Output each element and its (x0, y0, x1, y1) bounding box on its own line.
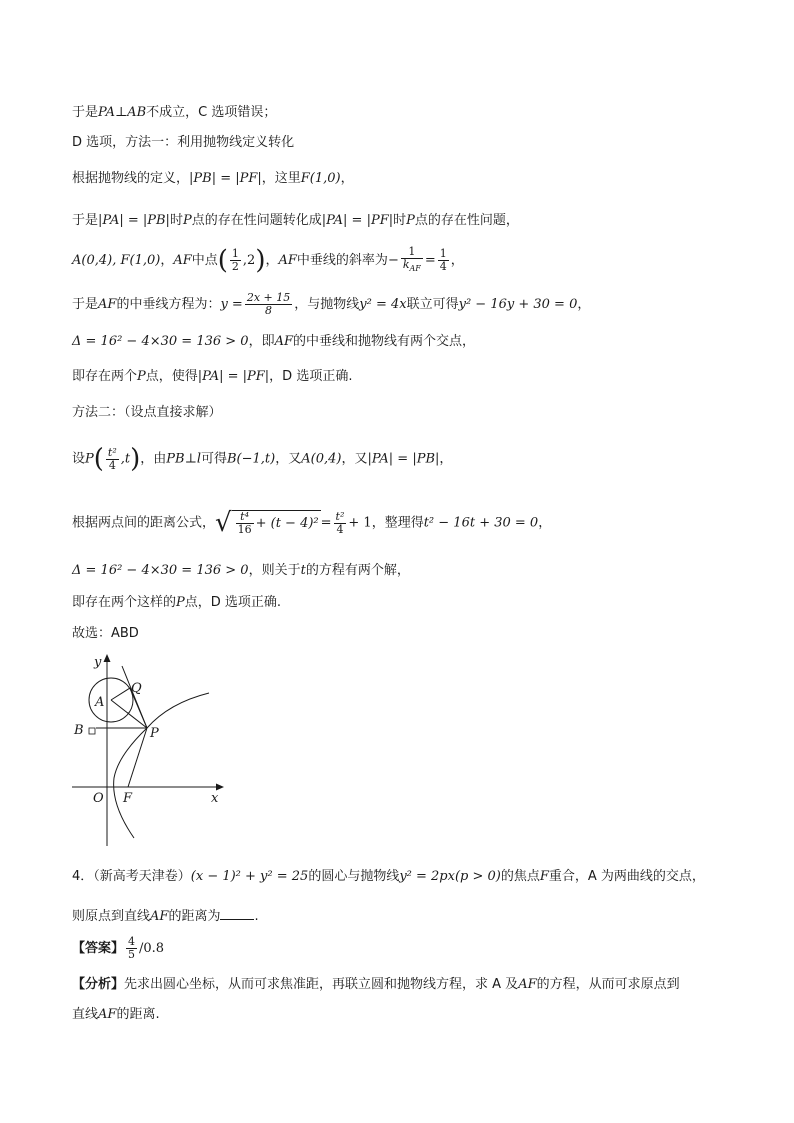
math: A(0,4), F(1,0) (72, 253, 161, 269)
text: ，则关于 (248, 563, 301, 578)
text: 根据抛物线的定义， (72, 171, 190, 186)
math: /0.8 (139, 941, 165, 956)
text: 的中垂线方程为： (116, 297, 221, 312)
text: 中点 (191, 253, 218, 269)
text: 则原点到直线 (72, 909, 151, 924)
y-axis-arrow (104, 654, 111, 662)
text-line-14 (72, 625, 139, 643)
geometry-figure (68, 650, 228, 850)
analysis-tag: 【分析】 (72, 977, 125, 992)
text: 即存在两个这样的 (72, 595, 177, 610)
text: 于是 (72, 213, 99, 228)
paren-right: ) (255, 245, 266, 276)
text: D 选项，方法一：利用抛物线定义转化 (72, 135, 295, 150)
text: ， (538, 515, 552, 531)
math: P (85, 451, 94, 467)
text: 于是 (72, 105, 99, 120)
text: 设 (72, 451, 86, 467)
right-angle-mark (89, 728, 95, 734)
text: ，D 选项正确. (269, 369, 353, 384)
text: 中垂线的斜率为 (296, 253, 388, 269)
math: t (300, 563, 306, 578)
label-p: P (150, 726, 159, 741)
segment-aq (111, 688, 130, 700)
fraction: $\frac{\text{t⁴}}{16}$ (237, 510, 252, 536)
math: AF (278, 253, 297, 269)
text-line-10 (72, 446, 452, 472)
text: 的圆心与抛物线 (308, 869, 400, 884)
text: 点，使得 (145, 369, 198, 384)
math: ,t (120, 451, 131, 467)
paren-left: ( (93, 444, 104, 474)
text: 的中垂线和抛物线有两个交点， (293, 334, 476, 349)
math: = (424, 253, 436, 269)
text: 点的存在性问题转化成 (191, 213, 322, 228)
text: 点，D 选项正确. (184, 595, 282, 610)
paren-right: ) (130, 444, 141, 474)
math: Δ = 16² − 4×30 = 136 > 0 (72, 563, 249, 578)
label-f: F (123, 791, 133, 806)
text: 不成立，C 选项错误； (146, 105, 277, 120)
math: AF (518, 977, 537, 992)
math: P (182, 213, 192, 228)
math: P (406, 213, 415, 228)
fraction: $\frac{\text{t²}}{4}$ (335, 509, 345, 536)
fraction: $\frac{\text{t²}}{4}$ (107, 445, 117, 472)
math: y = (220, 297, 243, 312)
math: P (137, 369, 146, 384)
text: 的距离为 (168, 909, 221, 924)
math: |PB| = |PF| (189, 171, 262, 186)
fraction: $\frac{1}{k_{AF}}$ (402, 245, 421, 274)
text-line-8 (72, 368, 352, 386)
text: ，整理得 (371, 515, 424, 531)
text-line-11 (72, 510, 551, 536)
answer-blank (220, 905, 254, 920)
text: 于是 (72, 297, 99, 312)
text: 时 (393, 213, 407, 228)
math: y² = 4x (359, 297, 407, 312)
label-y: y (94, 655, 102, 670)
text-line-15 (72, 868, 705, 886)
text: 故选：ABD (72, 626, 139, 641)
text: ，即 (248, 334, 275, 349)
math: A(0,4) (301, 451, 342, 467)
text: 时 (169, 213, 183, 228)
paren-left: ( (217, 245, 228, 276)
math: F (539, 869, 549, 884)
text: 联立可得 (406, 297, 459, 312)
text: ，这里 (261, 171, 301, 186)
math: F(1,0) (300, 171, 341, 186)
math: |PA| = |PF| (197, 369, 270, 384)
text: 点的存在性问题， (414, 213, 519, 228)
math: ,2 (242, 253, 256, 269)
label-b: B (74, 723, 84, 738)
text-line-5 (72, 246, 464, 275)
math: |PA| = |PB| (98, 213, 170, 228)
text-line-13 (72, 594, 281, 612)
text-line-7 (72, 333, 475, 351)
text-line-2 (72, 134, 294, 152)
fraction: $\frac{4}{5}$ (128, 935, 136, 961)
fraction: $\frac{2x + 15}{8}$ (246, 291, 291, 317)
text: ，又 (341, 451, 368, 467)
text: ， (160, 253, 174, 269)
text: 的距离. (116, 1007, 160, 1022)
math: P (176, 595, 185, 610)
math: (x − 1)² + y² = 25 (190, 869, 309, 884)
text-line-9 (72, 404, 222, 422)
math: |PA| = |PB| (367, 451, 440, 467)
math: − (387, 253, 399, 269)
label-o: O (93, 791, 104, 806)
label-q: Q (131, 681, 142, 696)
text: ， (450, 253, 464, 269)
text: . (254, 909, 259, 924)
text-line-1 (72, 104, 276, 122)
text: ，与抛物线 (294, 297, 360, 312)
math: AF (274, 334, 293, 349)
text: ，又 (275, 451, 302, 467)
text-line-17 (72, 936, 164, 961)
text: 的方程有两个解， (305, 563, 410, 578)
label-a: A (95, 695, 105, 710)
fraction: $\frac{1}{4}$ (439, 247, 447, 274)
text: 即存在两个 (72, 369, 138, 384)
text-line-3 (72, 170, 354, 188)
text-line-6 (72, 292, 590, 317)
text-line-16 (72, 905, 259, 926)
square-root: √ $\frac{\text{t⁴}}{16}$ + (t − 4)² (215, 508, 319, 538)
text: ， (577, 297, 591, 312)
answer-tag: 【答案】 (72, 941, 125, 956)
text: 根据两点间的距离公式， (72, 515, 216, 531)
math: B(−1,t) (227, 451, 276, 467)
text: 方法二：（设点直接求解） (72, 405, 222, 420)
math: y² − 16y + 30 = 0 (458, 297, 578, 312)
text: 重合，A 为两曲线的交点， (548, 869, 705, 884)
text: 先求出圆心坐标，从而可求焦准距，再联立圆和抛物线方程，求 A 及 (124, 977, 519, 992)
text: 4．（新高考天津卷） (72, 869, 191, 884)
math: AF (150, 909, 169, 924)
math: + (t − 4)² (255, 516, 319, 531)
text: 可得 (200, 451, 227, 467)
text: 的方程，从而可求原点到 (536, 977, 680, 992)
math: t² − 16t + 30 = 0 (423, 515, 539, 531)
math: y² = 2px(p > 0) (399, 869, 501, 884)
math: PA⊥AB (98, 105, 147, 120)
fraction: $\frac{1}{2}$ (231, 247, 239, 274)
math: + 1 (348, 515, 372, 531)
text-line-4 (72, 212, 519, 230)
math: AF (98, 1007, 117, 1022)
text: ， (439, 451, 453, 467)
text: ，由 (140, 451, 167, 467)
math: Δ = 16² − 4×30 = 136 > 0 (72, 334, 249, 349)
text: 直线 (72, 1007, 99, 1022)
text: 的焦点 (500, 869, 540, 884)
text-line-12 (72, 562, 410, 580)
math: AF (98, 297, 117, 312)
x-axis-arrow (216, 784, 224, 791)
text-line-18 (72, 976, 680, 994)
math: AF (173, 253, 192, 269)
math: = (320, 515, 332, 531)
segment-pf (128, 728, 147, 787)
text-line-19 (72, 1006, 160, 1024)
label-x: x (211, 791, 219, 806)
math: |PA| = |PF| (321, 213, 394, 228)
text: ， (265, 253, 279, 269)
math: PB⊥l (166, 451, 201, 467)
text: ， (340, 171, 354, 186)
